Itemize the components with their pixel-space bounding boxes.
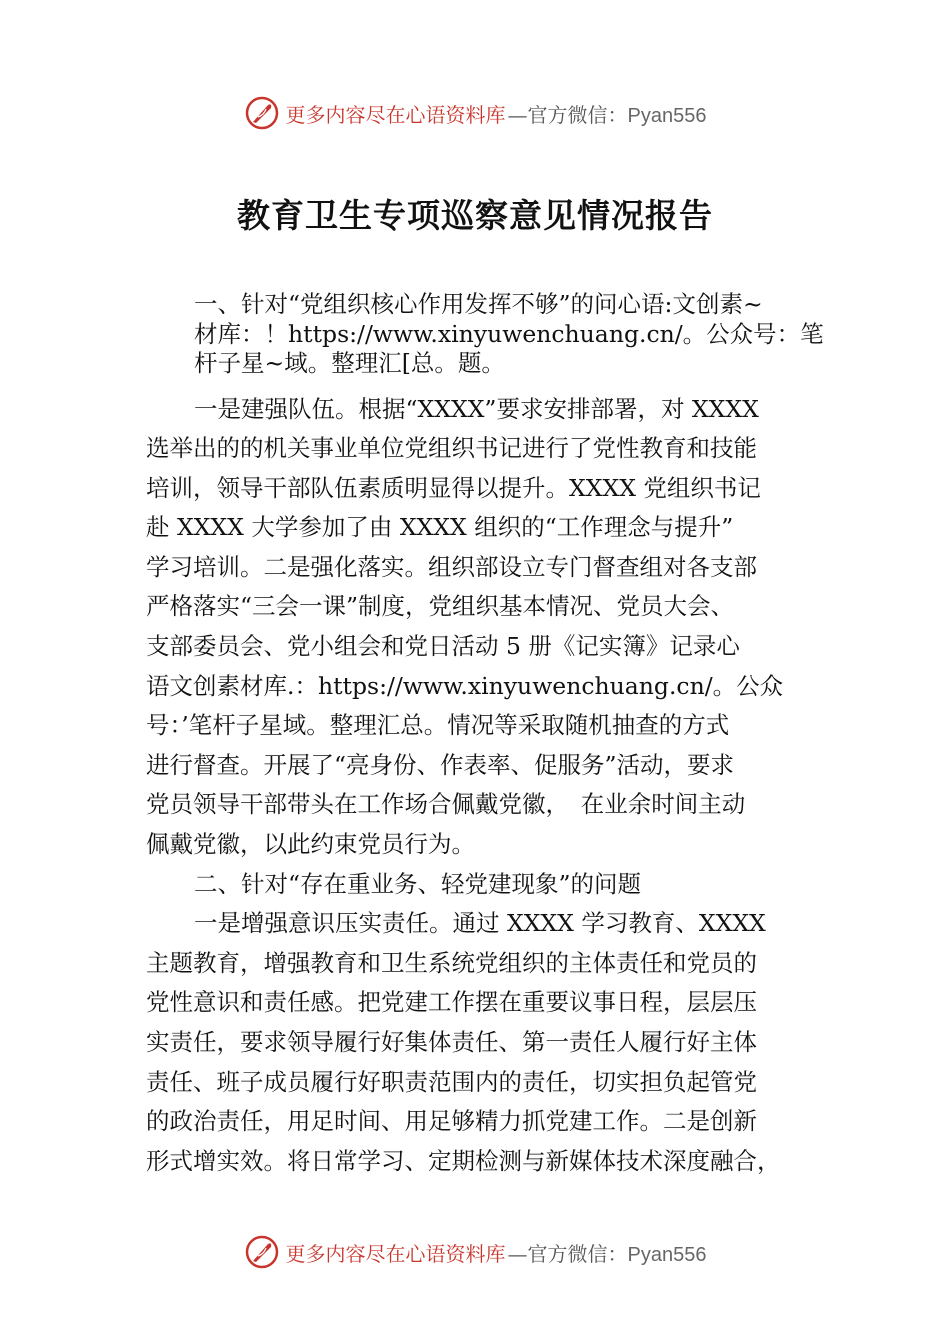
- text-line: 支部委员会、党小组会和党日活动 5 册《记实簿》记录心: [146, 632, 740, 661]
- banner-brand: 更多内容尽在心语资料库: [285, 1241, 506, 1266]
- text-line: 的政治责任，用足时间、用足够精力抓党建工作。二是创新: [146, 1107, 757, 1136]
- section-heading-2: [146, 865, 818, 905]
- paragraph-2: [146, 390, 818, 865]
- text-line: 形式增实效。将日常学习、定期检测与新媒体技术深度融合，: [146, 1146, 781, 1175]
- text-line: 二、针对“存在重业务、轻党建现象”的问题: [194, 869, 642, 898]
- text-line: 学习培训。二是强化落实。组织部设立专门督查组对各支部: [146, 552, 757, 581]
- banner-official-label: —官方微信：: [507, 102, 628, 127]
- text-line: 佩戴党徽，以此约束党员行为。: [146, 830, 475, 859]
- text-line: 培训，领导干部队伍素质明显得以提升。XXXX 党组织书记: [146, 473, 761, 502]
- banner-brand: 更多内容尽在心语资料库: [285, 102, 506, 127]
- text-line: 一是增强意识压实责任。通过 XXXX 学习教育、XXXX: [194, 909, 766, 938]
- paragraph-1: [146, 290, 824, 379]
- text-line: 一是建强队伍。根据“XXXX”要求安排部署，对 XXXX: [194, 394, 759, 423]
- footer-banner-text: [286, 1238, 707, 1267]
- banner-official-label: —官方微信：: [507, 1241, 628, 1266]
- text-line: 选举出的的机关事业单位党组织书记进行了党性教育和技能: [146, 434, 757, 463]
- header-banner: [0, 93, 950, 133]
- text-line: 材库：！https://www.xinyuwenchuang.cn/。公众号：笔: [194, 319, 824, 348]
- text-line: 严格落实“三会一课”制度，党组织基本情况、党员大会、: [146, 592, 735, 621]
- text-line: 语文创素材库.：https://www.xinyuwenchuang.cn/。公众: [146, 671, 784, 700]
- text-line: 进行督查。开展了“亮身份、作表率、促服务”活动，要求: [146, 750, 735, 779]
- paragraph-3: [146, 904, 818, 1181]
- text-line: 杆子星~域。整理汇[总。题。: [194, 349, 505, 377]
- text-line: 实责任，要求领导履行好集体责任、第一责任人履行好主体: [146, 1028, 757, 1056]
- banner-wechat-id: Pyan556: [627, 104, 707, 127]
- footer-banner: [0, 1232, 950, 1272]
- text-line: 主题教育，增强教育和卫生系统党组织的主体责任和党员的: [146, 948, 757, 977]
- document-title: 教育卫生专项巡察意见情况报告: [237, 196, 713, 235]
- text-line: 责任、班子成员履行好职责范围内的责任，切实担负起管党: [146, 1067, 757, 1096]
- header-banner-text: [286, 99, 707, 128]
- quill-logo-icon: [244, 95, 280, 131]
- text-line: 赴 XXXX 大学参加了由 XXXX 组织的“工作理念与提升”: [146, 513, 734, 542]
- banner-wechat-id: Pyan556: [627, 1243, 707, 1266]
- text-line: 号：’笔杆子星域。整理汇总。情况等采取随机抽查的方式: [146, 711, 730, 740]
- quill-logo-icon: [244, 1234, 280, 1270]
- text-line: 党性意识和责任感。把党建工作摆在重要议事日程，层层压: [146, 988, 757, 1017]
- document-body: [146, 290, 824, 1181]
- text-line: 一、针对“党组织核心作用发挥不够”的问心语:文创素~: [194, 290, 763, 318]
- text-line: 党员领导干部带头在工作场合佩戴党徽， 在业余时间主动: [146, 790, 746, 819]
